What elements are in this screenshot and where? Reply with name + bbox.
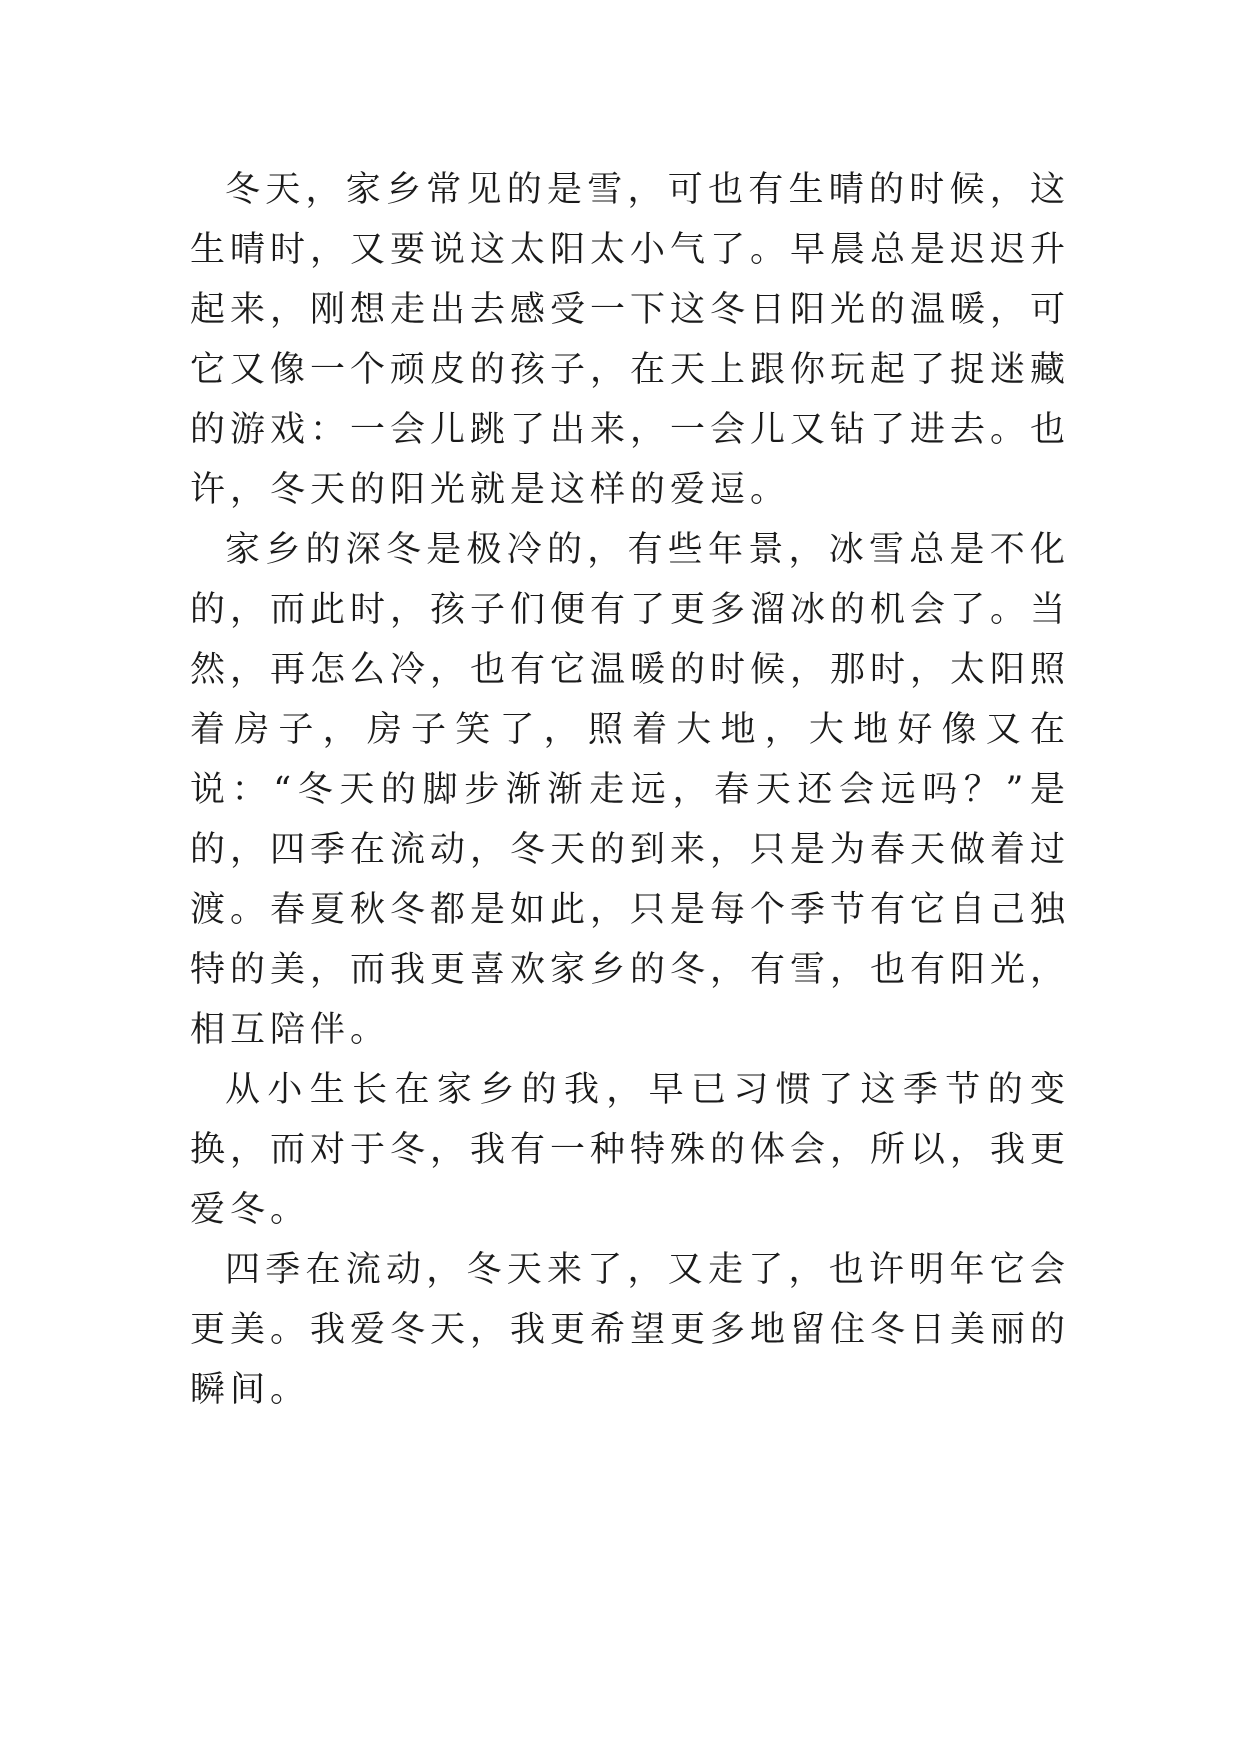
paragraph-4: 四季在流动，冬天来了，又走了，也许明年它会更美。我爱冬天，我更希望更多地留住冬日美丽的瞬间。 (190, 1250, 1071, 1410)
paragraph-2: 家乡的深冬是极冷的，有些年景，冰雪总是不化的，而此时，孩子们便有了更多溜冰的机会了。当然，再怎么冷，也有它温暖的时候，那时，太阳照着房子，房子笑了，照着大地，大地好像又在说：“冬天的脚步渐渐走远，春天还会远吗？”是的，四季在流动，冬天的到来，只是为春天做着过渡。春夏秋冬都是如此，只是每个季节有它自己独特的美，而我更喜欢家乡的冬，有雪，也有阳光，相互陪伴。 (190, 530, 1071, 1050)
paragraph-3: 从小生长在家乡的我，早已习惯了这季节的变换，而对于冬，我有一种特殊的体会，所以，我更爱冬。 (190, 1070, 1071, 1230)
document-body (190, 160, 1070, 1420)
paragraph-1: 冬天，家乡常见的是雪，可也有生晴的时候，这生晴时，又要说这太阳太小气了。早晨总是迟迟升起来，刚想走出去感受一下这冬日阳光的温暖，可它又像一个顽皮的孩子，在天上跟你玩起了捉迷藏的游戏：一会儿跳了出来，一会儿又钻了进去。也许，冬天的阳光就是这样的爱逗。 (190, 170, 1071, 510)
